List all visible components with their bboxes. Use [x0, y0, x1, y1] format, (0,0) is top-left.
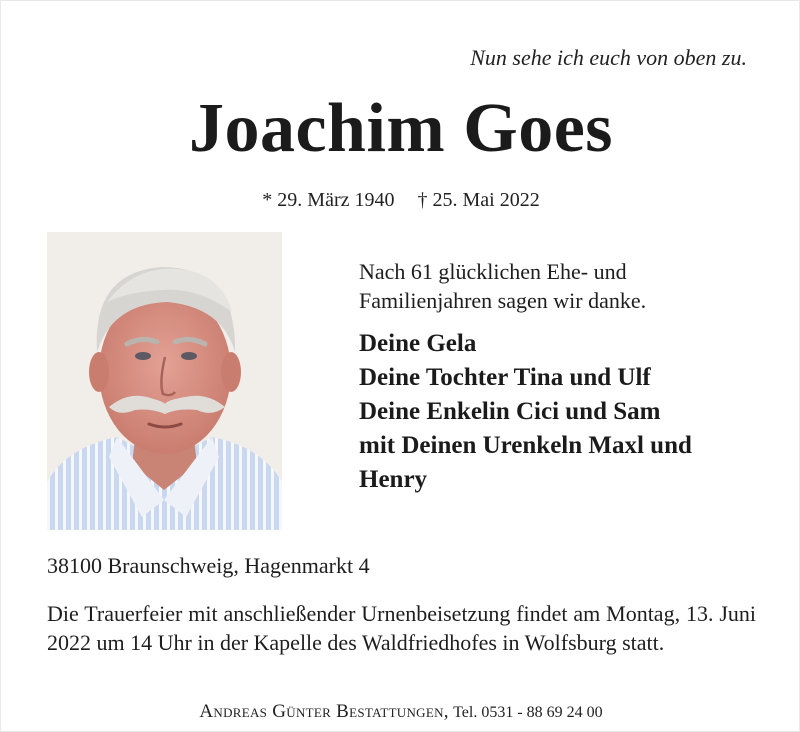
family-line: mit Deinen Urenkeln Maxl und	[359, 432, 692, 459]
death-date: † 25. Mai 2022	[417, 189, 540, 211]
ceremony-text: Die Trauerfeier mit anschließender Urnenbeisetzung findet am Montag, 13. Juni 2022 um 14 Uhr in der Kapelle des Waldfriedhofes in Wolfsburg statt.	[47, 601, 756, 655]
funeral-home-phone: Tel. 0531 - 88 69 24 00	[453, 704, 603, 721]
family-line: Deine Tochter Tina und Ulf	[359, 364, 651, 391]
family-signatures	[359, 327, 779, 497]
family-line: Deine Gela	[359, 330, 477, 357]
family-address: 38100 Braunschweig, Hagenmarkt 4	[47, 553, 370, 578]
portrait-photo	[47, 232, 282, 530]
family-line: Henry	[359, 466, 428, 493]
thanks-line: Nach 61 glücklichen Ehe- und	[359, 259, 627, 284]
thanks-line: Familienjahren sagen wir danke.	[359, 288, 647, 313]
thanks-text	[359, 257, 759, 315]
funeral-home-footer	[1, 701, 800, 723]
life-dates	[1, 189, 800, 212]
birth-date: * 29. März 1940	[262, 189, 395, 211]
motto-quote: Nun sehe ich euch von oben zu.	[470, 45, 747, 70]
family-line: Deine Enkelin Cici und Sam	[359, 398, 661, 425]
funeral-home-name: Andreas Günter Bestattungen,	[199, 701, 449, 722]
deceased-name: Joachim Goes	[188, 90, 614, 167]
